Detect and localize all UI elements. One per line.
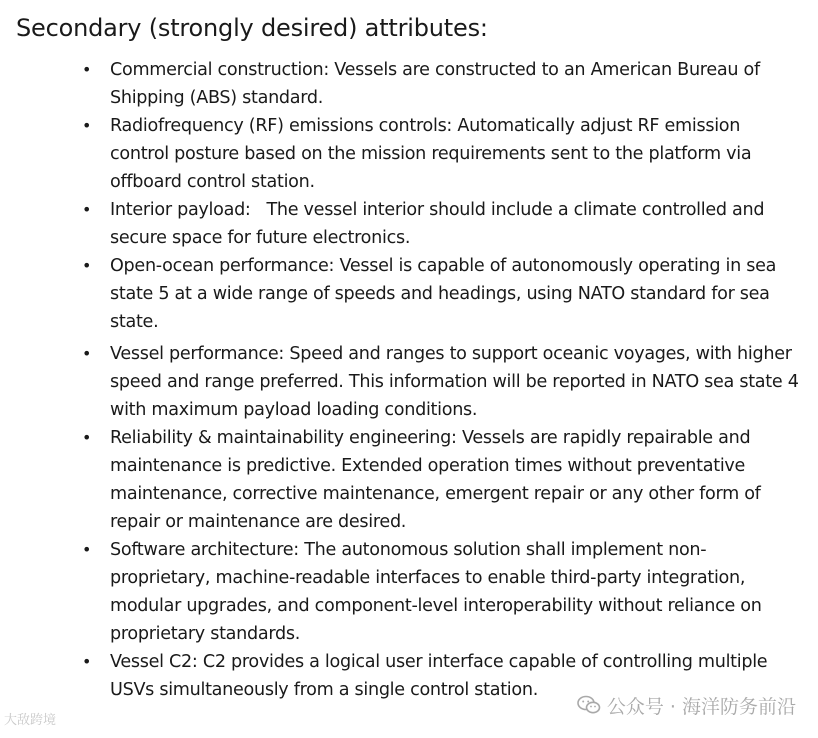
list-item-text: Vessel C2: C2 provides a logical user interface capable of controlling multiple USVs simultaneously from a single control station. xyxy=(110,652,768,700)
bullet-icon: • xyxy=(82,652,92,671)
list-item-text: Reliability & maintainability engineering: Vessels are rapidly repairable and maintenance is predictive. Extended operation times without preventative maintenance, corrective maintenance, emergent repair or any other form of repair or maintenance are desired. xyxy=(110,428,761,532)
watermark-right xyxy=(577,692,796,718)
list-item xyxy=(82,56,800,112)
list-item-text: Commercial construction: Vessels are constructed to an American Bureau of Shipping (ABS) standard. xyxy=(110,60,760,108)
list-item-text: Software architecture: The autonomous solution shall implement non-proprietary, machine-readable interfaces to enable third-party integration, modular upgrades, and component-level interoperability without reliance on proprietary standards. xyxy=(110,540,762,644)
bullet-icon: • xyxy=(82,540,92,559)
bullet-icon: • xyxy=(82,256,92,275)
list-item xyxy=(82,536,800,648)
list-item xyxy=(82,252,800,336)
list-item xyxy=(82,196,800,252)
bullet-icon: • xyxy=(82,200,92,219)
list-item-text: Open-ocean performance: Vessel is capable of autonomously operating in sea state 5 at a wide range of speeds and headings, using NATO standard for sea state. xyxy=(110,256,777,332)
watermark-left-text: 大敌跨境 xyxy=(4,713,57,728)
bullet-icon: • xyxy=(82,344,92,363)
wechat-icon xyxy=(577,695,601,715)
list-item xyxy=(82,112,800,196)
watermark-right-text: 公众号 · 海洋防务前沿 xyxy=(606,695,796,718)
bullet-icon: • xyxy=(82,60,92,79)
section-heading: Secondary (strongly desired) attributes: xyxy=(16,14,488,42)
list-item xyxy=(82,340,800,424)
bullet-icon: • xyxy=(82,428,92,447)
attributes-list xyxy=(82,56,800,704)
list-item-text: Radiofrequency (RF) emissions controls: Automatically adjust RF emission control posture based on the mission requirements sent to the platform via offboard control station. xyxy=(110,116,752,192)
list-item-text: Vessel performance: Speed and ranges to support oceanic voyages, with higher speed and range preferred. This information will be reported in NATO sea state 4 with maximum payload loading conditions. xyxy=(110,344,799,420)
watermark-left xyxy=(4,712,56,730)
list-item xyxy=(82,424,800,536)
bullet-icon: • xyxy=(82,116,92,135)
list-item-text: Interior payload: The vessel interior should include a climate controlled and secure space for future electronics. xyxy=(110,200,770,248)
